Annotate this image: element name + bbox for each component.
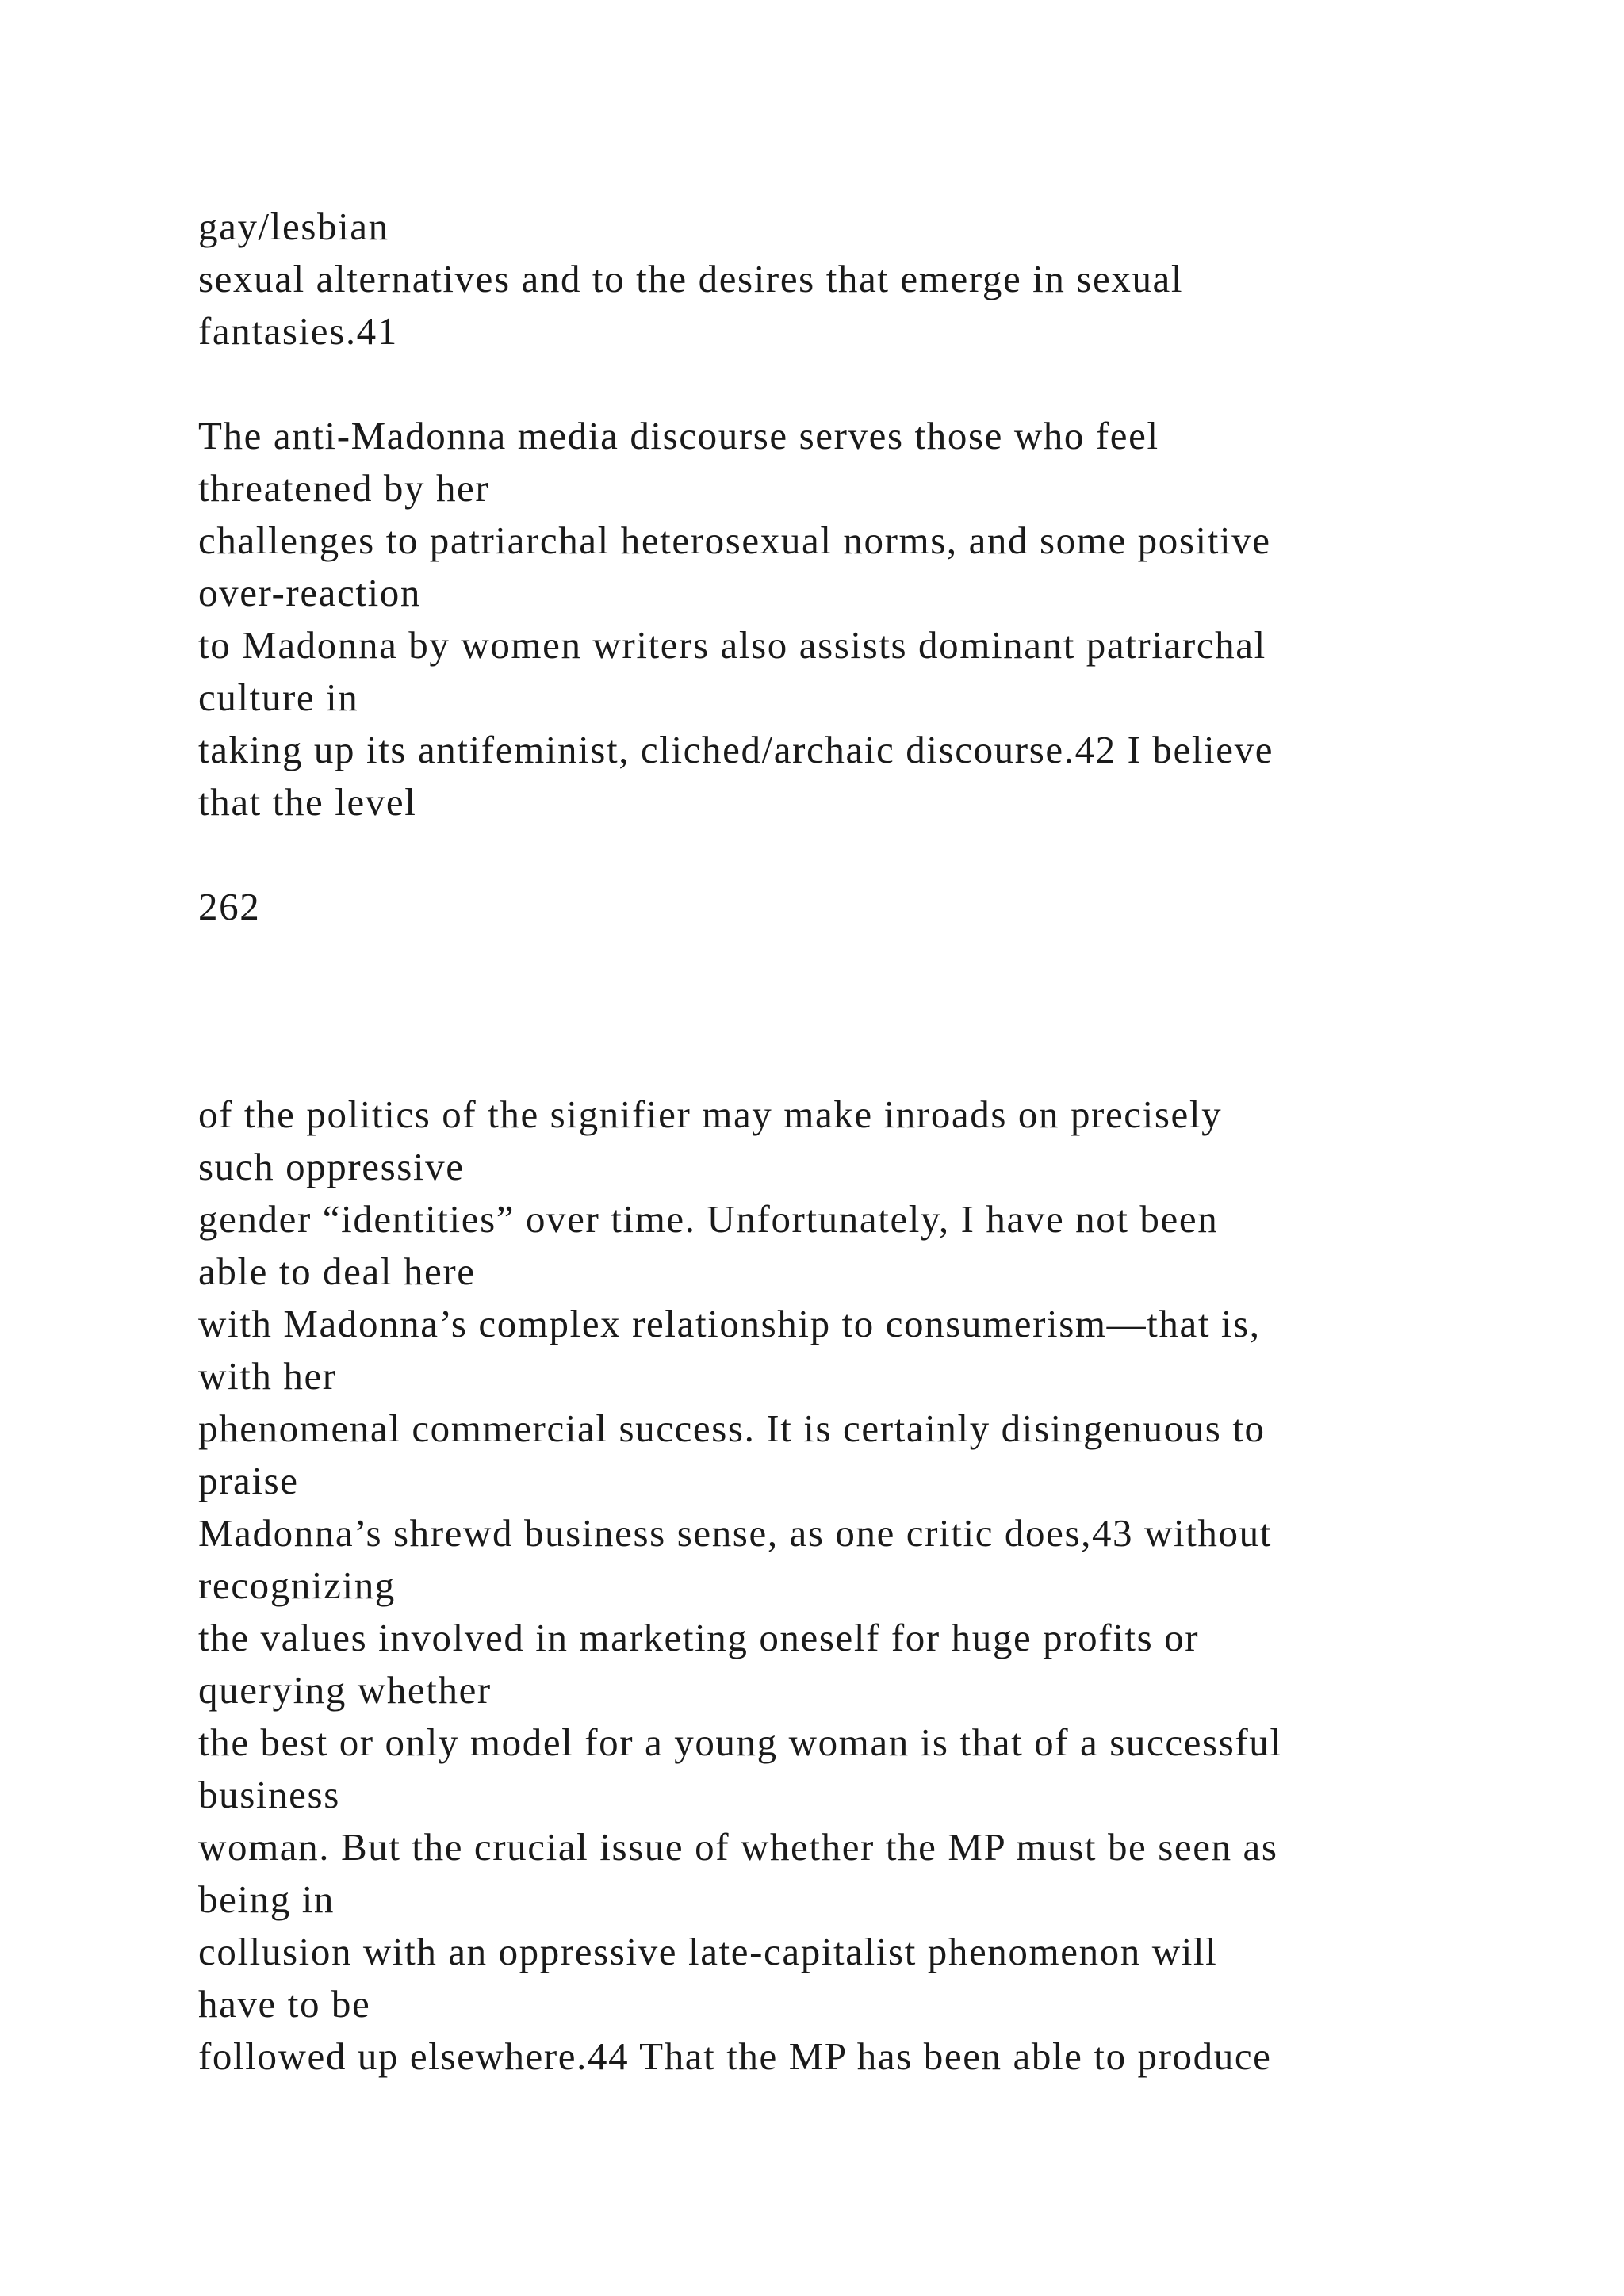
- text-line: gay/lesbian: [198, 205, 389, 248]
- text-line: over-reaction: [198, 571, 421, 614]
- text-line: praise: [198, 1459, 299, 1502]
- text-line: that the level: [198, 780, 417, 824]
- text-line: recognizing: [198, 1563, 396, 1607]
- text-line: culture in: [198, 675, 359, 719]
- text-line: the best or only model for a young woman is that of a successful: [198, 1720, 1282, 1764]
- text-line: gender “identities” over time. Unfortunately, I have not been: [198, 1197, 1219, 1241]
- text-line: sexual alternatives and to the desires that emerge in sexual: [198, 257, 1184, 300]
- text-line: challenges to patriarchal heterosexual norms, and some positive: [198, 519, 1271, 562]
- text-line: being in: [198, 1877, 335, 1921]
- text-line: with her: [198, 1354, 337, 1398]
- page-number: 262: [198, 885, 261, 928]
- text-line: followed up elsewhere.44 That the MP has been able to produce: [198, 2034, 1272, 2078]
- text-line: able to deal here: [198, 1249, 476, 1293]
- text-line: woman. But the crucial issue of whether the MP must be seen as: [198, 1825, 1278, 1869]
- text-line: taking up its antifeminist, cliched/archaic discourse.42 I believe: [198, 728, 1274, 771]
- text-line: business: [198, 1773, 340, 1816]
- text-line: of the politics of the signifier may make inroads on precisely: [198, 1093, 1223, 1136]
- text-line: threatened by her: [198, 466, 490, 510]
- text-line: phenomenal commercial success. It is certainly disingenuous to: [198, 1406, 1266, 1450]
- text-line: The anti-Madonna media discourse serves those who feel: [198, 414, 1159, 457]
- text-line: to Madonna by women writers also assists dominant patriarchal: [198, 623, 1266, 667]
- text-line: Madonna’s shrewd business sense, as one critic does,43 without: [198, 1511, 1272, 1555]
- text-line: fantasies.41: [198, 309, 398, 353]
- text-line: have to be: [198, 1982, 371, 2026]
- text-line: collusion with an oppressive late-capitalist phenomenon will: [198, 1930, 1218, 1973]
- text-line: the values involved in marketing oneself for huge profits or: [198, 1616, 1200, 1659]
- text-line: querying whether: [198, 1668, 492, 1712]
- text-line: with Madonna’s complex relationship to consumerism—that is,: [198, 1302, 1261, 1345]
- text-line: such oppressive: [198, 1145, 465, 1188]
